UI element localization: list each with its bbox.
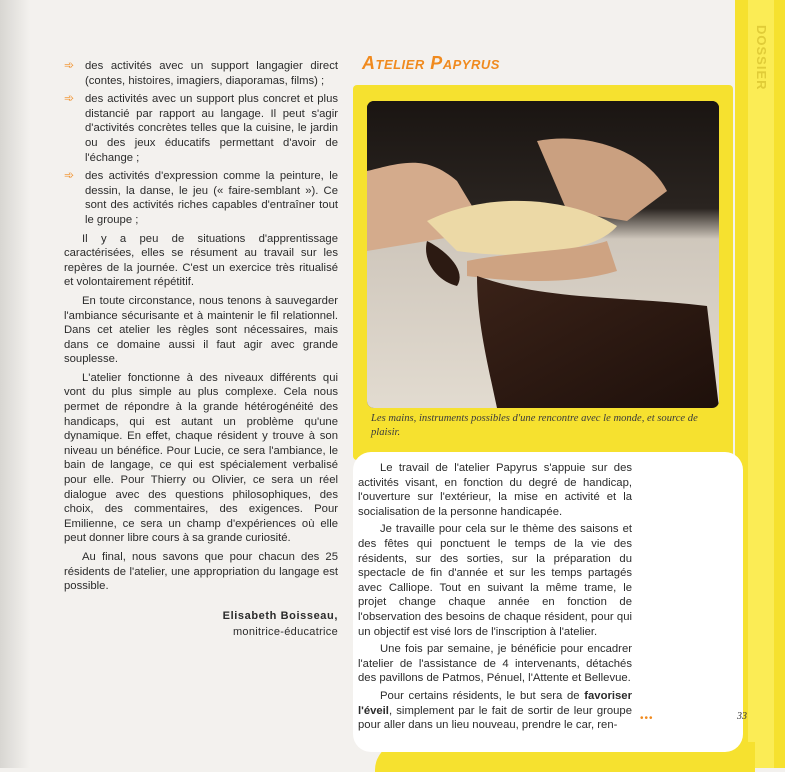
hands-illustration xyxy=(367,101,719,408)
paragraph: L'atelier fonctionne à des niveaux différents qui vont du plus simple au plus complexe. Cela nous permet de répondre à la grande hétérogénéité des handicaps, qui est autant un problème qu'une dynamique. En effet, chaque résident y trouve à son niveau un bénéfice. Pour Lucie, ce sera l'ambiance, le bain de langage, ce qui est spécialement verbalisé pour elle. Pour Thierry ou Olivier, ce sera un réel dialogue avec des questions philosophiques, des choix, des commentaires, des exigences. Pour Emilienne, ce sera un champ d'expériences où elle peut donner libre cours à sa grande curiosité. xyxy=(64,371,338,545)
left-column xyxy=(64,59,338,640)
arrow-icon: ➾ xyxy=(64,168,75,183)
paragraph: Une fois par semaine, je bénéficie pour encadrer l'atelier de l'assistance de 4 intervenants, détachés des pavillons de Patmos, Pénuel, l'Attente et Bellevue. xyxy=(358,643,632,685)
text-run: , simplement par le fait de sortir de leur groupe pour aller dans un lieu nouveau, prendre le car, ren- xyxy=(358,704,632,732)
right-column xyxy=(358,461,632,736)
continuation-dots: ••• xyxy=(640,713,654,724)
paragraph: Je travaille pour cela sur le thème des saisons et des fêtes qui ponctuent le temps de la vie des résidents, sur des sorties, sur la préparation du spectacle de fin d'année et sur les temps partagés avec Calliope. Tout en suivant la même trame, le projet change chaque année en fonction de l'observation des besoins de chaque résident, pour qui un objectif est visé lors de l'inscription à l'atelier. xyxy=(358,523,632,638)
paragraph: Au final, nous savons que pour chacun des 25 résidents de l'atelier, une appropriation du langage est possible. xyxy=(64,551,338,593)
photo-caption: Les mains, instruments possibles d'une rencontre avec le monde, et source de plaisir. xyxy=(371,413,698,438)
arrow-icon: ➾ xyxy=(64,91,75,106)
arrow-icon: ➾ xyxy=(64,58,75,72)
bullet-text: des activités avec un support langagier direct (contes, histoires, imagiers, diaporamas, films) ; xyxy=(85,60,338,87)
bullet-text: des activités d'expression comme la peinture, le dessin, la danse, le jeu (« faire-semblant »). Ce sont des activités riches capables d'entraîner tout le groupe ; xyxy=(85,170,338,226)
section-tab-label: DOSSIER xyxy=(754,25,769,91)
paragraph: Il y a peu de situations d'apprentissage caractérisées, elles se résument au travail sur les repères de la journée. C'est un exercice très ritualisé et volontairement répétitif. xyxy=(64,232,338,289)
signature xyxy=(64,608,338,640)
page-number: 33 xyxy=(737,711,747,722)
paragraph xyxy=(358,689,632,733)
text-run: Pour certains résidents, le but sera de xyxy=(380,689,585,702)
bullet-item xyxy=(64,59,338,88)
signature-role: monitrice-éducatrice xyxy=(232,625,338,638)
bullet-item xyxy=(64,169,338,227)
hands-photo xyxy=(367,101,719,408)
emphasis-text: favoriser l'éveil xyxy=(358,689,632,717)
paragraph: Le travail de l'atelier Papyrus s'appuie sur des activités visant, en fonction du degré de handicap, l'ouverture sur l'extérieur, la mise en activité et la socialisation de la personne handicapée. xyxy=(358,462,632,518)
bullet-text: des activités avec un support plus concret et plus distancié par rapport au langage. Il peut s'agir d'activités concrètes telles que la cuisine, le jardin ou des jeux éducatifs permettant d'avoir de l'échange ; xyxy=(85,93,338,164)
page-gutter-shade xyxy=(0,0,30,768)
section-heading: Atelier Papyrus xyxy=(362,53,500,73)
bullet-item xyxy=(64,92,338,165)
signature-name: Elisabeth Boisseau, xyxy=(222,609,338,622)
paragraph: En toute circonstance, nous tenons à sauvegarder l'ambiance sécurisante et à maintenir le fil relationnel. Dans cet atelier les règles sont nécessaires, mais dans ce domaine aussi il faut agir avec grande souplesse. xyxy=(64,294,338,366)
